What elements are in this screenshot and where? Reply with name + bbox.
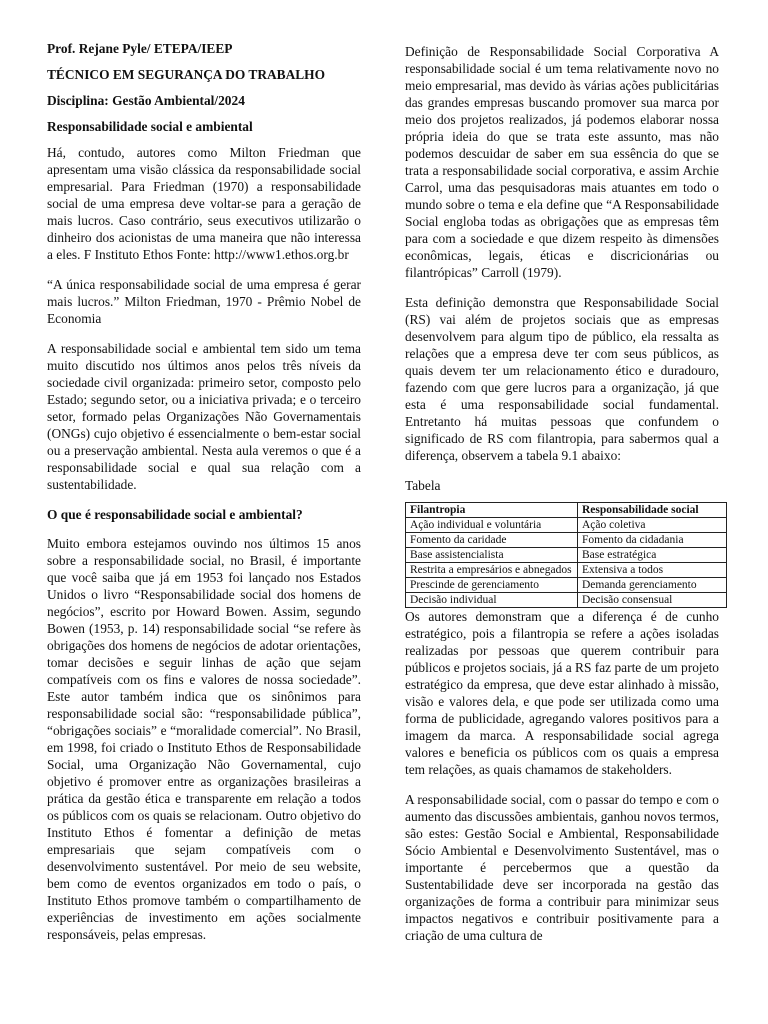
table-cell: Ação individual e voluntária bbox=[406, 518, 578, 533]
course-title: TÉCNICO EM SEGURANÇA DO TRABALHO bbox=[47, 67, 326, 82]
table-cell: Fomento da cidadania bbox=[578, 533, 727, 548]
paragraph-intro: A responsabilidade social e ambiental tem sido um tema muito discutido nos últimos anos pelos três níveis da sociedade civil organizada: primeiro setor, composto pelo Estado; segundo setor, ou a iniciativa privada; e o terceiro setor, formado pelas Organizações Não Governamentais (ONGs) cujo objetivo é essencialmente o bem-estar social ou a preservação ambiental. Nesta aula veremos o que é a responsabilidade social e qual sua relação com a sustentabilidade. bbox=[47, 341, 361, 492]
page-title: Responsabilidade social e ambiental bbox=[47, 119, 253, 134]
table-cell: Extensiva a todos bbox=[578, 563, 727, 578]
right-column bbox=[405, 43, 719, 944]
paragraph-rs: Esta definição demonstra que Responsabilidade Social (RS) vai além de projetos sociais que as empresas desenvolvem para algum tipo de público, ela ressalta as relações que a empresa deve ter com seus públicos, as quais devem ter um relacionamento ético e duradouro, fazendo com que gere lucros para a organização, já que esta é uma responsabilidade social fundamental. Entretanto há muitas pessoas que confundem o significado de RS com filantropia, para sabermos qual a diferença, observem a tabela 9.1 abaixo: bbox=[405, 295, 719, 463]
paragraph-friedman: Há, contudo, autores como Milton Friedman que apresentam uma visão clássica da responsabilidade social empresarial. Para Friedman (1970) a responsabilidade social de uma empresa deve voltar-se para a geração de mais lucros. Caso contrário, seus executivos utilizarão o dinheiro dos acionistas de uma maneira que não interessa a eles. F Instituto Ethos Fonte: http://www1.ethos.org.br bbox=[47, 145, 361, 262]
paragraph-definition: Definição de Responsabilidade Social Corporativa A responsabilidade social é um tema relativamente novo no meio empresarial, mas devido às várias ações publicitárias das grandes empresas buscando promover sua marca por meio dos projetos realizados, já podemos elaborar nossa própria ideia do que se trata este assunto, mas não podemos descuidar de saber em sua essência do que se trata a responsabilidade social corporativa, e assim Archie Carrol, uma das pesquisadoras mais atuantes em todo o mundo sobre o tema e ela define que “A Responsabilidade Social engloba todas as obrigações que as empresas têm para com a sociedade e que dizem respeito às dimensões econômicas, legais, éticas e discricionárias ou filantrópicas” Carroll (1979). bbox=[405, 44, 719, 280]
paragraph-bowen: Muito embora estejamos ouvindo nos últimos 15 anos sobre a responsabilidade social, no Brasil, é importante que você saiba que já em 1953 foi lançado nos Estados Unidos o livro “Responsabilidade social dos homens de negócios”, escrito por Howard Bowen. Assim, segundo Bowen (1953, p. 14) responsabilidade social “se refere às obrigações dos homens de negócios de adotar orientações, tomar decisões e seguir linhas de ação que sejam compatíveis com os fins e valores de nossa sociedade”. Este autor também indica que os sinônimos para responsabilidade social são: “responsabilidade pública”, “obrigações sociais” e “moralidade comercial”. No Brasil, em 1998, foi criado o Instituto Ethos de Responsabilidade Social, uma Organização Não Governamental, cujo objetivo é promover entre as organizações brasileiras a prática da gestão ética e transparente em relação a todos os públicos com os quais se relacionam. Outro objetivo do Instituto Ethos é fomentar a definição de metas empresariais que sejam compatíveis com o desenvolvimento sustentável. Por meio de seu website, bem como de eventos organizados em todo o país, o Instituto Ethos promove também o compartilhamento de experiências de investimento em ações socialmente responsáveis, pelas empresas. bbox=[47, 536, 361, 942]
table-row bbox=[406, 548, 727, 563]
table-cell: Restrita a empresários e abnegados bbox=[406, 563, 578, 578]
discipline-line: Disciplina: Gestão Ambiental/2024 bbox=[47, 93, 245, 108]
table-cell: Base estratégica bbox=[578, 548, 727, 563]
table-header-rs: Responsabilidade social bbox=[578, 503, 727, 518]
table-cell: Fomento da caridade bbox=[406, 533, 578, 548]
table-header-row bbox=[406, 503, 727, 518]
paragraph-difference: Os autores demonstram que a diferença é de cunho estratégico, pois a filantropia se refere a ações isoladas realizadas por pessoas que querem contribuir para públicos e projetos sociais, já a RS faz parte de um projeto estratégico da empresa, que deve estar alinhado à missão, visão e valores dela, e que pode ser utilizada como uma forma de publicidade, agregando valores positivos para a imagem da marca. A responsabilidade social agrega valores e beneficia os públicos com os quais a empresa tem relações, as quais chamamos de stakeholders. bbox=[405, 609, 719, 777]
table-cell: Decisão individual bbox=[406, 593, 578, 608]
paragraph-sustainability: A responsabilidade social, com o passar do tempo e com o aumento das discussões ambientais, ganhou novos termos, são estes: Gestão Social e Ambiental, Responsabilidade Sócio Ambiental e Desenvolvimento Sustentável, mas o importante é percebermos que a questão da Sustentabilidade deve ser incorporada na gestão das organizações de forma a contribuir para minimizar seus impactos negativos e contribuir positivamente para a criação de uma cultura de bbox=[405, 792, 719, 943]
section-heading: O que é responsabilidade social e ambiental? bbox=[47, 507, 303, 522]
table-row bbox=[406, 593, 727, 608]
author-line: Prof. Rejane Pyle/ ETEPA/IEEP bbox=[47, 41, 233, 56]
table-cell: Demanda gerenciamento bbox=[578, 578, 727, 593]
table-cell: Base assistencialista bbox=[406, 548, 578, 563]
table-label: Tabela bbox=[405, 478, 441, 493]
table-row bbox=[406, 533, 727, 548]
left-column bbox=[47, 40, 361, 943]
table-row bbox=[406, 518, 727, 533]
table-row bbox=[406, 563, 727, 578]
comparison-table bbox=[405, 502, 727, 608]
quote-friedman: “A única responsabilidade social de uma empresa é gerar mais lucros.” Milton Friedman, 1970 - Prêmio Nobel de Economia bbox=[47, 277, 361, 326]
table-header-filantropia: Filantropia bbox=[406, 503, 578, 518]
table-cell: Prescinde de gerenciamento bbox=[406, 578, 578, 593]
table-row bbox=[406, 578, 727, 593]
table-cell: Decisão consensual bbox=[578, 593, 727, 608]
table-cell: Ação coletiva bbox=[578, 518, 727, 533]
